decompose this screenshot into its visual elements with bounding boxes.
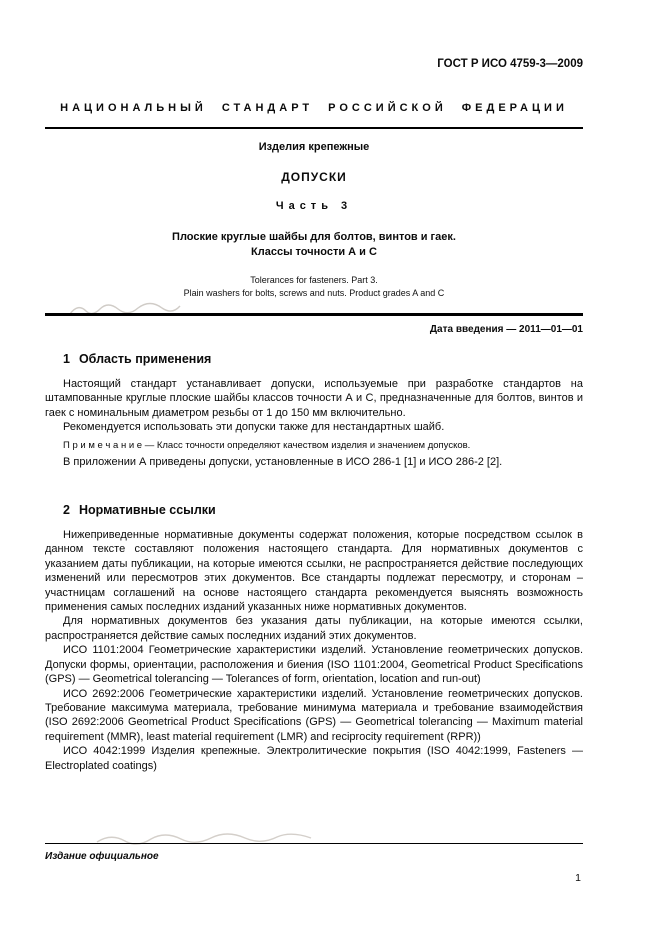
doc-code: ГОСТ Р ИСО 4759-3—2009 [437, 58, 583, 70]
footer-rule [45, 843, 583, 844]
title-english-block [45, 274, 583, 300]
paragraph: ИСО 2692:2006 Геометрические характеристики изделий. Установление геометрических допусков. Требование максимума материала, требование минимума материала и требование взаимодействия (ISO 2692:2006 Geometrical Product Specifications (GPS) — Geometrical tolerancing — Maximum material requirement (MMR), least material requirement (LMR) and reciprocity requirement (RPR)) [45, 687, 583, 743]
paragraph: ИСО 1101:2004 Геометрические характеристики изделий. Установление геометрических допусков. Допуски формы, ориентации, расположения и биения (ISO 1101:2004, Geometrical Product Specifications (GPS) — Geometrical tolerancing — Tolerances of form, orientation, location and run-out) [45, 644, 583, 686]
note-paragraph: П р и м е ч а н и е — Класс точности определяют качеством изделия и значением допусков. [63, 439, 471, 451]
section-1-number: 1 [63, 352, 70, 366]
paragraph: ИСО 4042:1999 Изделия крепежные. Электролитические покрытия (ISO 4042:1999, Fasteners — Electroplated coatings) [45, 745, 583, 772]
title-subtitle-line2: Классы точности А и С [251, 246, 377, 258]
paragraph: Настоящий стандарт устанавливает допуски, используемые при разработке стандартов на штампованные круглые плоские шайбы классов точности А и С, предназначенные для болтов, винтов и гаек с номинальным диаметром резьбы от 1 до 150 мм включительно. [45, 378, 583, 419]
section-gap [45, 469, 583, 503]
title-english-line2: Plain washers for bolts, screws and nuts. Product grades A and C [183, 288, 445, 298]
scan-artifact [95, 832, 315, 848]
document-body [45, 352, 583, 773]
title-part: Часть 3 [275, 200, 353, 212]
official-edition-label: Издание официальное [45, 851, 159, 862]
effective-date: Дата введения — 2011—01—01 [429, 324, 583, 335]
title-english-line1: Tolerances for fasteners. Part 3. [250, 275, 378, 285]
section-2-title: Нормативные ссылки [78, 503, 216, 518]
title-subtitle-line1: Плоские круглые шайбы для болтов, винтов и гаек. [172, 231, 456, 243]
page-number: 1 [575, 872, 581, 884]
paragraph: Нижеприведенные нормативные документы содержат положения, которые посредством ссылок в данном тексте составляют положения настоящего стандарта. Для нормативных документов с указанием даты публикации, на которые имеются ссылки, не распространяется действие последующих изменений или пересмотров этих документов. Все стандарты подлежат пересмотру, и сторонам – участницам соглашений на основе настоящего стандарта рекомендуется выяснять возможность применения самых последних изданий указанных ниже нормативных документов. [45, 529, 583, 614]
separator-rule [45, 313, 583, 316]
scan-artifact [68, 301, 198, 319]
section-2-number: 2 [63, 503, 70, 518]
paragraph: В приложении А приведены допуски, установленные в ИСО 286-1 [1] и ИСО 286-2 [2]. [63, 455, 503, 468]
paragraph: Рекомендуется использовать эти допуски также для нестандартных шайб. [63, 421, 445, 434]
section-1-heading [45, 352, 583, 366]
national-standard-title: НАЦИОНАЛЬНЫЙ СТАНДАРТ РОССИЙСКОЙ ФЕДЕРАЦИИ [60, 102, 568, 114]
header-rule [45, 127, 583, 129]
section-1-title: Область применения [78, 352, 212, 366]
section-2-heading [45, 503, 583, 517]
title-block [45, 141, 583, 300]
title-subject: Изделия крепежные [258, 141, 370, 153]
paragraph: Для нормативных документов без указания даты публикации, на которые имеются ссылки, распространяется действие самых последних изданий этих документов. [45, 615, 583, 642]
title-main: ДОПУСКИ [281, 170, 347, 184]
